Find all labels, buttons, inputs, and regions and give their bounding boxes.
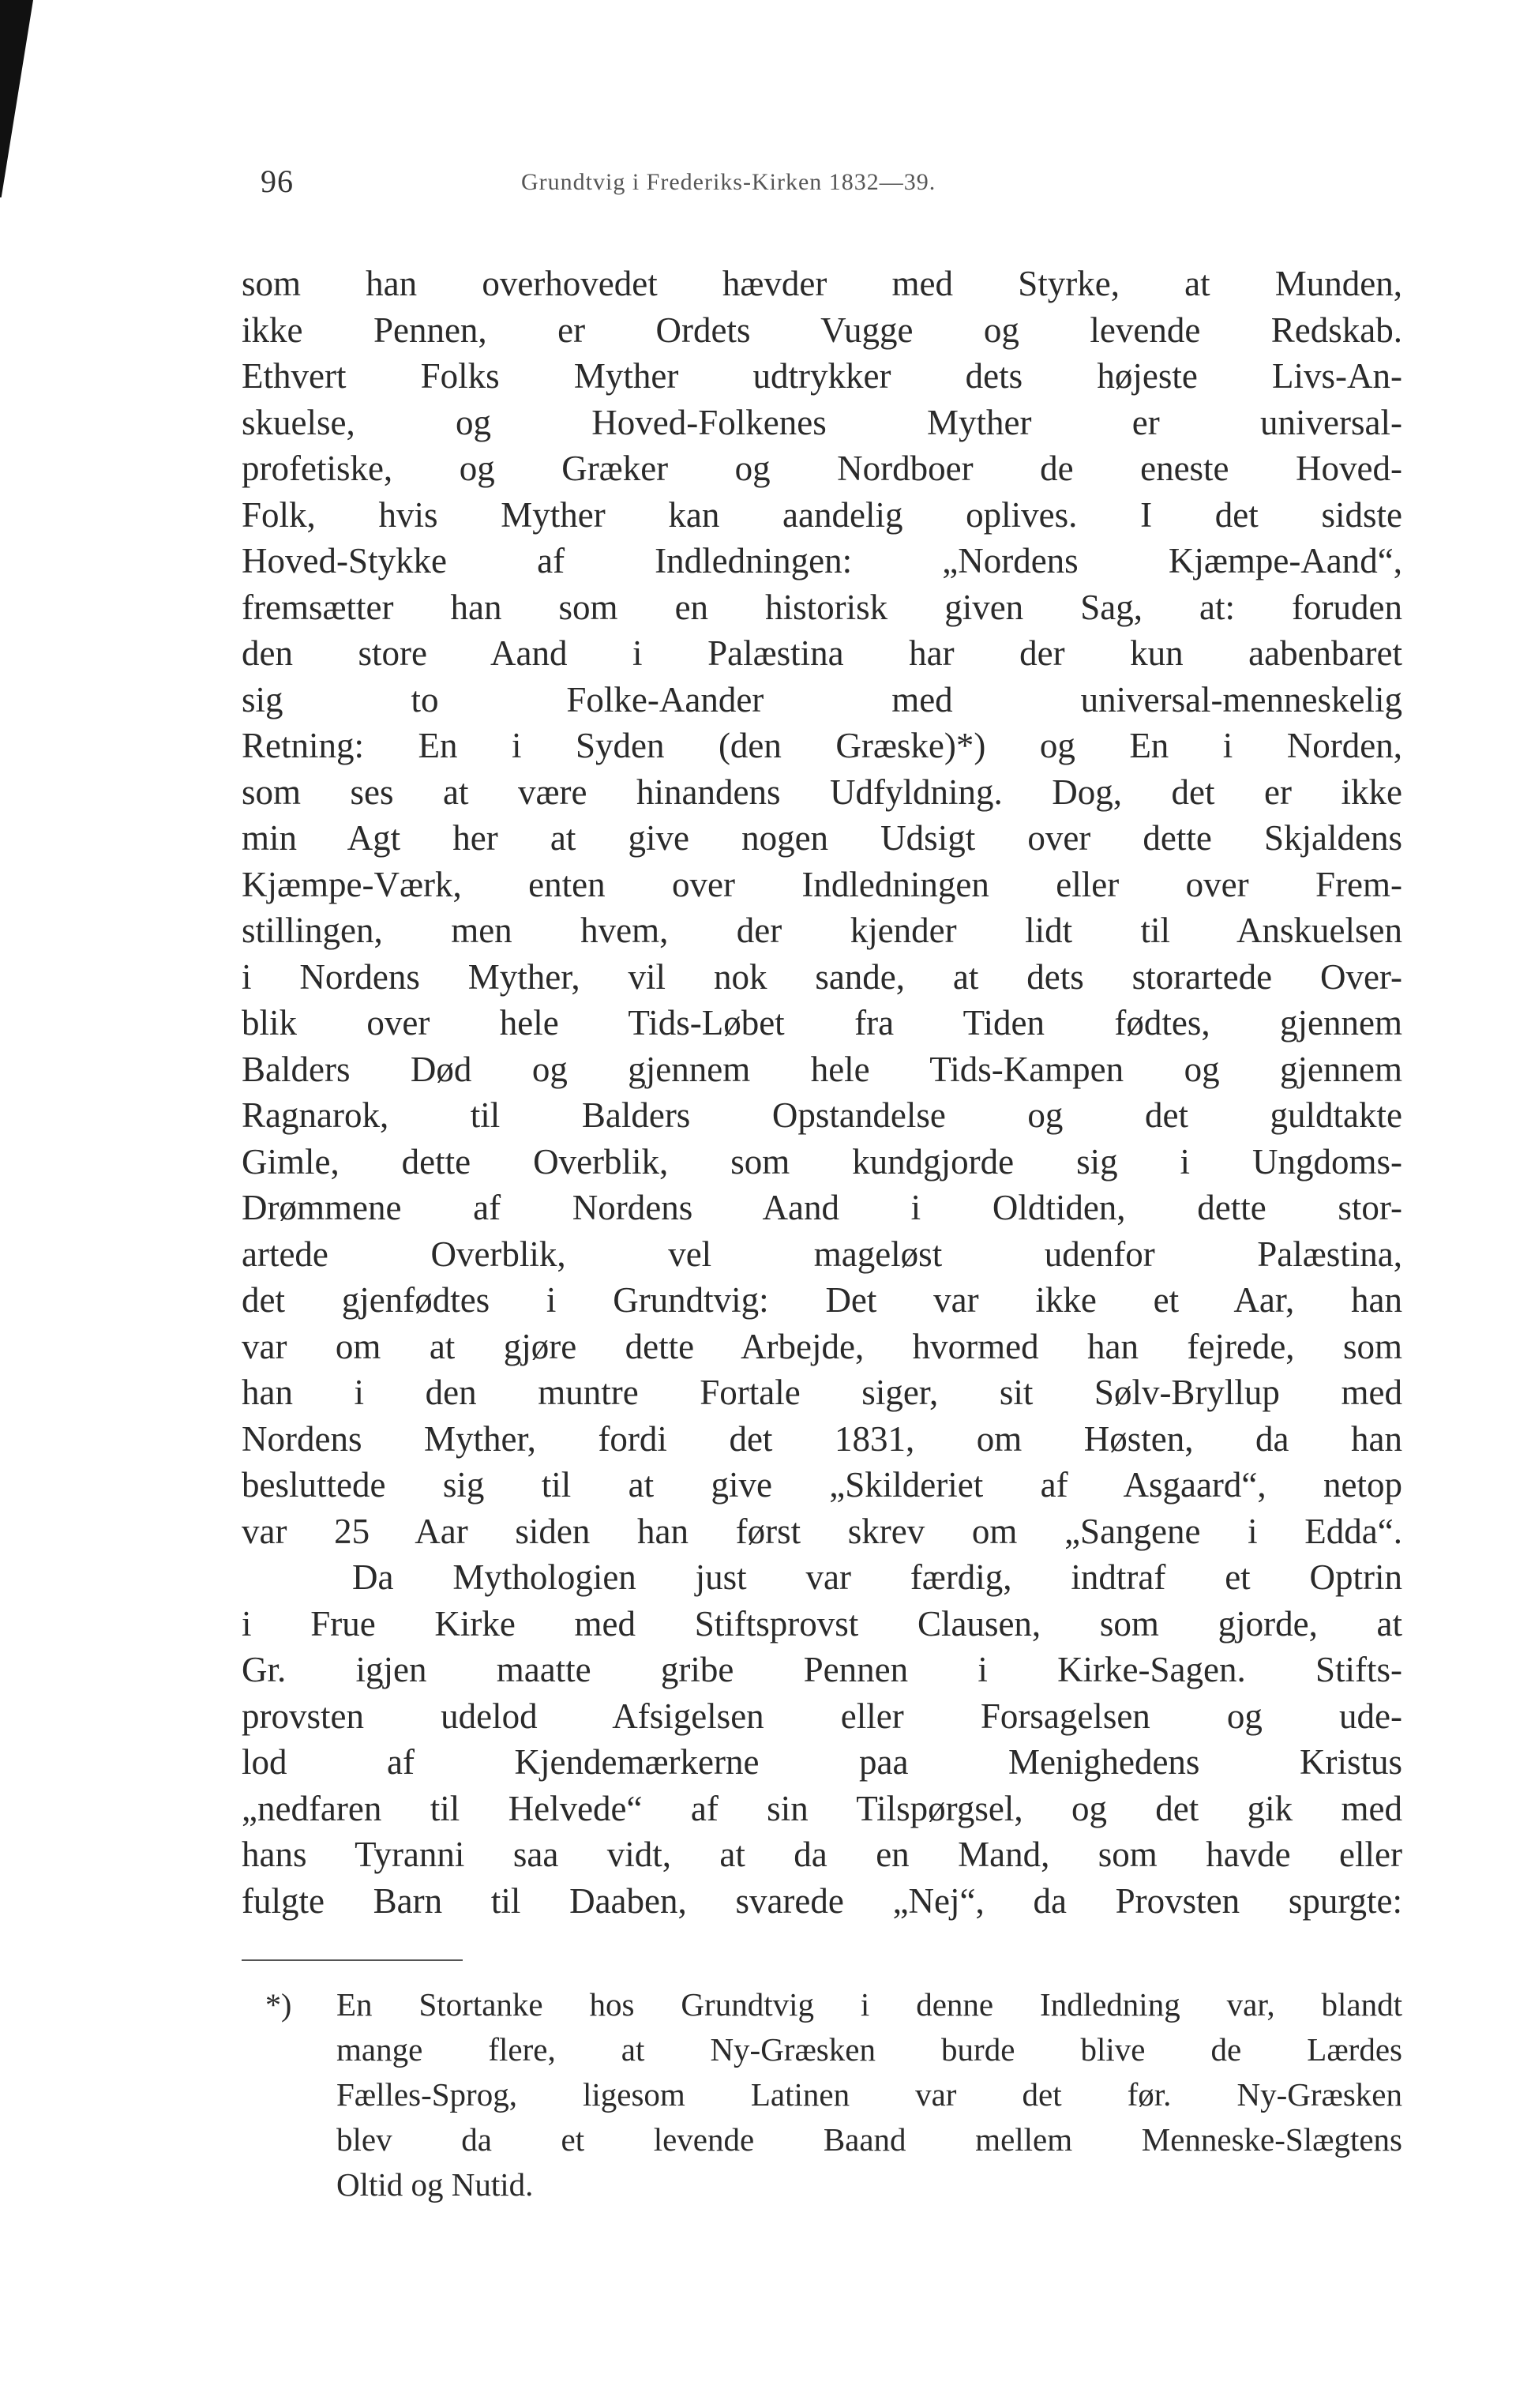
text-line: skuelse, og Hoved-Folkenes Myther er universal- xyxy=(242,402,1402,442)
text-line: han i den muntre Fortale siger, sit Sølv-Bryllup med xyxy=(242,1373,1402,1412)
text-line: det gjenfødtes i Grundtvig: Det var ikke et Aar, han xyxy=(242,1280,1402,1320)
page-number: 96 xyxy=(261,163,294,199)
text-line: i Frue Kirke med Stiftsprovst Clausen, som gjorde, at xyxy=(242,1603,1402,1644)
text-line: min Agt her at give nogen Udsigt over dette Skjaldens xyxy=(242,818,1402,858)
footnote xyxy=(242,1982,1402,2207)
running-title: Grundtvig i Frederiks-Kirken 1832—39. xyxy=(521,169,936,195)
footnote-line: blev da et levende Baand mellem Menneske-Slægtens xyxy=(336,2121,1402,2158)
text-line: hans Tyranni saa vidt, at da en Mand, som havde eller xyxy=(242,1835,1402,1874)
text-line: blik over hele Tids-Løbet fra Tiden fødtes, gjennem xyxy=(242,1003,1402,1042)
text-line: den store Aand i Palæstina har der kun aabenbaret xyxy=(242,633,1402,673)
footnote-line: Fælles-Sprog, ligesom Latinen var det før. Ny-Græsken xyxy=(336,2076,1402,2113)
text-line: Hoved-Stykke af Indledningen: „Nordens Kjæmpe-Aand“, xyxy=(242,541,1402,580)
text-line: stillingen, men hvem, der kjender lidt til Anskuelsen xyxy=(242,911,1402,950)
text-line: som ses at være hinandens Udfyldning. Dog, det er ikke xyxy=(242,772,1402,812)
text-line: artede Overblik, vel mageløst udenfor Palæstina, xyxy=(242,1234,1402,1274)
text-line: fulgte Barn til Daaben, svarede „Nej“, da Provsten spurgte: xyxy=(242,1880,1402,1921)
footnote-line: mange flere, at Ny-Græsken burde blive de Lærdes xyxy=(336,2031,1402,2068)
footnote-line xyxy=(242,1982,1402,2027)
text-line: Retning: En i Syden (den Græske)*) og En i Norden, xyxy=(242,726,1402,765)
text-line: provsten udelod Afsigelsen eller Forsagelsen og ude- xyxy=(242,1696,1402,1736)
text-line: Drømmene af Nordens Aand i Oldtiden, dette stor- xyxy=(242,1188,1402,1227)
text-line: Da Mythologien just var færdig, indtraf et Optrin xyxy=(352,1557,1402,1597)
text-line: Ragnarok, til Balders Opstandelse og det guldtakte xyxy=(242,1095,1402,1135)
body-text xyxy=(242,261,1402,1924)
text-line: besluttede sig til at give „Skilderiet af Asgaard“, netop xyxy=(242,1465,1402,1505)
footnote-marker: *) xyxy=(265,1987,292,2023)
footnote-separator xyxy=(242,1959,463,1961)
text-line: Ethvert Folks Myther udtrykker dets højeste Livs-An- xyxy=(242,356,1402,396)
text-line: Folk, hvis Myther kan aandelig oplives. I det sidste xyxy=(242,494,1402,535)
page-header xyxy=(261,163,1200,210)
page-edge-shadow xyxy=(0,0,33,197)
text-line: profetiske, og Græker og Nordboer de eneste Hoved- xyxy=(242,449,1402,488)
text-line: Gr. igjen maatte gribe Pennen i Kirke-Sagen. Stifts- xyxy=(242,1650,1402,1689)
text-line: i Nordens Myther, vil nok sande, at dets storartede Over- xyxy=(242,956,1402,997)
footnote-line: Oltid og Nutid. xyxy=(336,2166,534,2203)
text-line: Gimle, dette Overblik, som kundgjorde sig i Ungdoms- xyxy=(242,1141,1402,1181)
text-line: Balders Død og gjennem hele Tids-Kampen og gjennem xyxy=(242,1049,1402,1089)
text-line: var 25 Aar siden han først skrev om „Sangene i Edda“. xyxy=(242,1511,1402,1551)
text-line: som han overhovedet hævder med Styrke, at Munden, xyxy=(242,264,1402,303)
footnote-line-text: En Stortanke hos Grundtvig i denne Indledning var, blandt xyxy=(336,1986,1402,2023)
text-line: sig to Folke-Aander med universal-menneskelig xyxy=(242,679,1402,719)
text-line: lod af Kjendemærkerne paa Menighedens Kristus xyxy=(242,1742,1402,1782)
text-line: var om at gjøre dette Arbejde, hvormed han fejrede, som xyxy=(242,1326,1402,1366)
text-line: Nordens Myther, fordi det 1831, om Høsten, da han xyxy=(242,1418,1402,1459)
text-line: „nedfaren til Helvede“ af sin Tilspørgsel, og det gik med xyxy=(242,1788,1402,1828)
text-line: Kjæmpe-Værk, enten over Indledningen eller over Frem- xyxy=(242,864,1402,904)
text-line: ikke Pennen, er Ordets Vugge og levende Redskab. xyxy=(242,310,1402,350)
text-line: fremsætter han som en historisk given Sag, at: foruden xyxy=(242,587,1402,627)
